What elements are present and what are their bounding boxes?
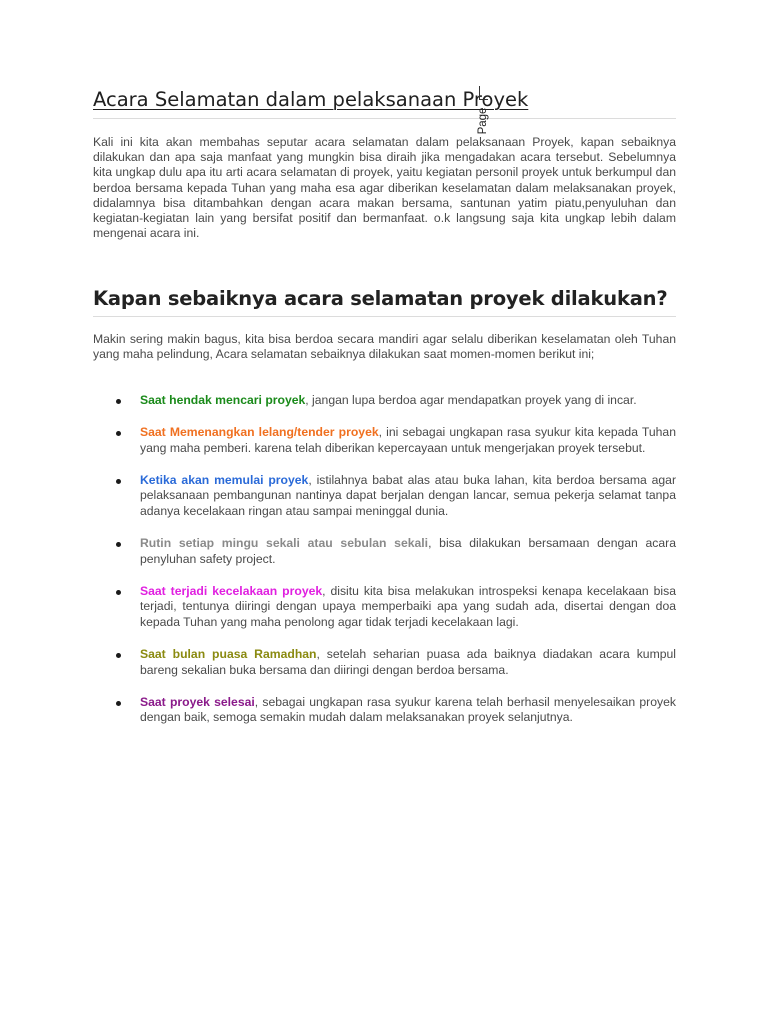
section-heading: Kapan sebaiknya acara selamatan proyek dilakukan? — [93, 287, 668, 310]
intro-paragraph: Kali ini kita akan membahas seputar acara selamatan dalam pelaksanaan Proyek, kapan sebaiknya dilakukan dan apa saja manfaat yang mungkin bisa diraih jika mengadakan acara tersebut. Sebelumnya kita ungkap dulu apa itu arti acara selamatan di proyek, yaitu kegiatan personil proyek untuk berkumpul dan berdoa bersama kepada Tuhan yang maha esa agar diberikan keselamatan dalam melaksanakan proyek, didalamnya bisa ditambahkan dengan acara makan bersama, santunan yatim piatu,penyuluhan dan kegiatan-kegiatan lain yang bersifat positif dan bermanfaat. o.k langsung saja kita ungkap lebih dalam mengenai acara ini. — [93, 135, 676, 241]
list-item-lead: Saat Memenangkan lelang/tender proyek — [140, 425, 379, 440]
title-divider — [93, 118, 676, 119]
page-title: Acara Selamatan dalam pelaksanaan Proyek — [93, 88, 529, 111]
bullet-icon — [116, 542, 121, 547]
list-item — [93, 695, 676, 726]
bullet-icon — [116, 399, 121, 404]
bullet-icon — [116, 590, 121, 595]
list-item-text: , sebagai ungkapan rasa syukur karena telah berhasil menyelesaikan proyek dengan baik, semoga semakin mudah dalam melaksanakan proyek selanjutnya. — [140, 694, 676, 725]
list-item-text: , jangan lupa berdoa agar mendapatkan proyek yang di incar. — [305, 393, 637, 407]
list-item-text: , bisa dilakukan bersamaan dengan acara penyluhan safety project. — [140, 536, 677, 566]
list-item-lead: Ketika akan memulai proyek — [140, 472, 309, 487]
list-item-text: , istilahnya babat alas atau buka lahan, kita berdoa bersama agar pelaksanaan pembangunan nantinya dapat berjalan dengan lancar, semua pekerja selamat tanpa adanya kecelakaan ringan atau sampai meninggal dunia. — [140, 472, 676, 518]
list-item — [93, 536, 676, 567]
list-item-text: , ini sebagai ungkapan rasa syukur kita kepada Tuhan yang maha pemberi. karena telah diberikan kepercayaan untuk mengerjakan proyek tersebut. — [140, 425, 676, 455]
page-number-text: Page — [477, 107, 489, 135]
section-intro-paragraph: Makin sering makin bagus, kita bisa berdoa secara mandiri agar selalu diberikan keselamatan oleh Tuhan yang maha pelindung, Acara selamatan sebaiknya dilakukan saat momen-momen berikut ini; — [93, 332, 676, 362]
list-item — [93, 473, 676, 520]
list-item — [93, 425, 676, 456]
list-item-lead: Rutin setiap mingu sekali atau sebulan sekali — [140, 536, 429, 551]
list-item-lead: Saat terjadi kecelakaan proyek — [140, 583, 323, 598]
list-item-lead: Saat bulan puasa Ramadhan — [140, 647, 317, 662]
moments-list — [93, 393, 676, 742]
bullet-icon — [116, 653, 121, 658]
list-item — [93, 393, 676, 409]
list-item-lead: Saat proyek selesai — [140, 694, 255, 709]
section-divider — [93, 316, 676, 317]
list-item-text: , setelah seharian puasa ada baiknya diadakan acara kumpul bareng sekalian buka bersama dan diiringi dengan berdoa bersama. — [140, 647, 676, 677]
bullet-icon — [116, 431, 121, 436]
list-item-text: , disitu kita bisa melakukan introspeksi kenapa kecelakaan bisa terjadi, tentunya diiringi dengan upaya memperbaiki apa yang sudah ada, disertai dengan doa kepada Tuhan yang maha penolong agar tidak terjadi kecelakaan lagi. — [140, 583, 676, 629]
bullet-icon — [116, 479, 121, 484]
list-item — [93, 584, 676, 631]
bullet-icon — [116, 701, 121, 706]
list-item — [93, 647, 676, 678]
list-item-lead: Saat hendak mencari proyek — [140, 393, 306, 407]
